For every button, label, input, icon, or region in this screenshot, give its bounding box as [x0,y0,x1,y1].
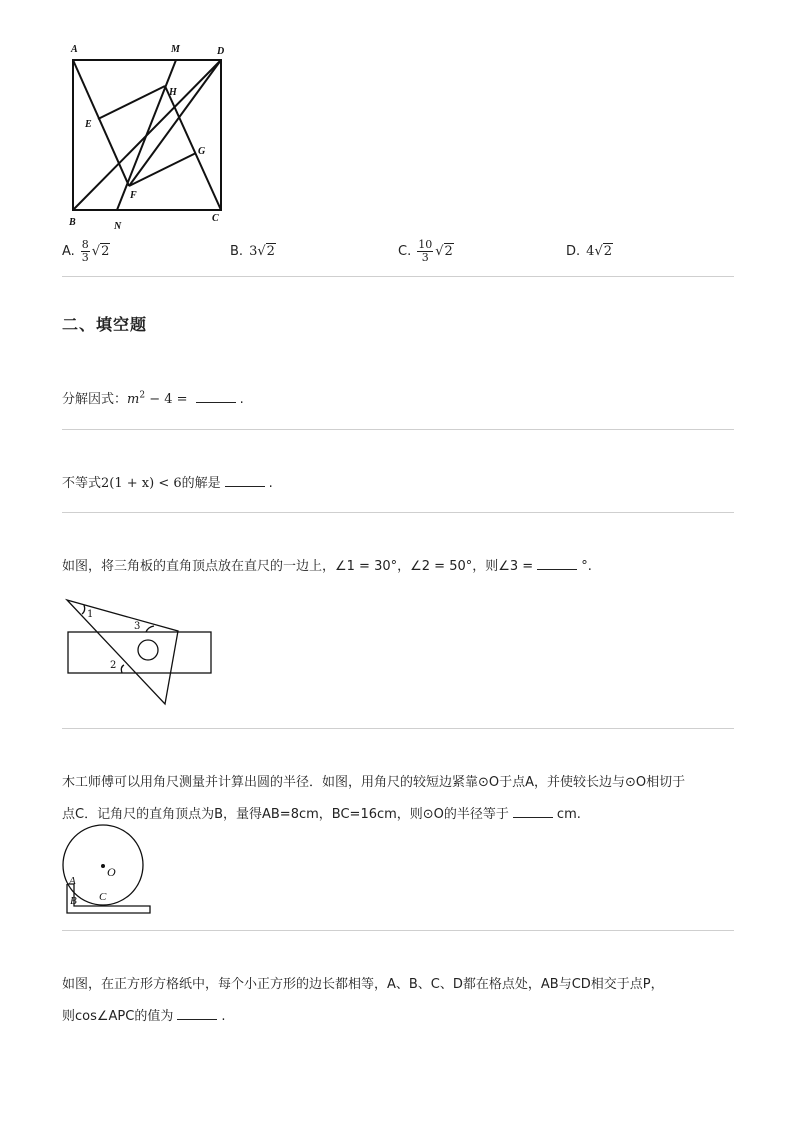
option-a-radicand: 2 [101,243,110,259]
q3-suffix: °. [581,559,592,574]
divider-2 [62,429,734,430]
ruler-hole [138,640,158,660]
option-d-coef: 4 [586,243,595,259]
q5-answer-blank[interactable] [177,1007,217,1020]
q1-prefix: 分解因式： [62,392,128,407]
option-c-radicand: 2 [444,243,453,259]
line-f-g [129,153,196,186]
square-figure [60,40,240,235]
section-title: 二、填空题 [62,315,148,334]
option-c-fraction [417,239,433,264]
angle-label-3: 3 [134,621,141,632]
option-c-sqrt: √2 [435,243,453,259]
question-carpenter-line2 [62,803,581,822]
question-factor [62,388,244,407]
q2-suffix: . [268,476,273,491]
option-b[interactable] [230,238,276,264]
label-b-circle: B [70,895,77,907]
option-a-letter: A. [62,243,75,259]
label-f: F [130,190,137,201]
option-b-letter: B. [230,243,244,259]
angle-label-2: 2 [110,660,117,671]
label-a-circle: A [69,875,76,887]
label-b: B [69,217,76,228]
option-b-radicand: 2 [266,243,275,259]
option-a-numerator: 8 [81,237,89,251]
option-d-letter: D. [566,243,581,259]
label-c: C [212,213,219,224]
option-d-radicand: 2 [603,243,613,259]
label-h: H [169,87,177,98]
option-c[interactable] [398,238,454,264]
question-grid-line1: 如图，在正方形方格纸中，每个小正方形的边长都相等，A、B、C、D都在格点处，AB与CD相交于点P， [62,977,664,992]
option-a-fraction [81,239,90,264]
ruler-rect [68,632,211,673]
q1-rest: − 4 = [145,392,192,407]
q3-text: 如图，将三角板的直角顶点放在直尺的一边上，∠1 = 30°，∠2 = 50°，则∠3 = [62,559,534,574]
label-m: M [171,44,180,55]
option-c-numerator: 10 [418,237,433,251]
label-g: G [198,146,206,157]
q5-line2-prefix: 则cos∠APC的值为 [62,1009,174,1024]
q1-var: m [127,392,140,407]
option-c-letter: C. [398,243,412,259]
divider-5 [62,930,734,931]
angle-arc-3 [146,626,154,632]
q2-prefix: 不等式 [62,476,102,491]
angle-label-1: 1 [87,609,94,620]
option-b-sqrt: √2 [257,243,275,259]
option-a-sqrt: √2 [91,243,110,259]
divider-4 [62,728,734,729]
label-c-circle: C [99,891,107,903]
q5-line2-suffix: . [221,1009,226,1024]
divider-1 [62,276,734,277]
q1-answer-blank[interactable] [196,390,236,403]
question-inequality [62,472,273,491]
option-d[interactable] [566,238,613,264]
option-a[interactable] [62,238,110,264]
question-triangle-ruler [62,555,592,574]
ruler-triangle-figure [62,595,222,710]
option-c-denominator: 3 [421,250,429,264]
q2-expr: 2(1 + x) < 6 [101,476,182,491]
angle-arc-2 [121,665,124,673]
angle-arc-1 [82,605,85,614]
q4-answer-blank[interactable] [513,805,553,818]
divider-3 [62,512,734,513]
q4-line2-suffix: cm. [556,807,581,822]
q3-answer-blank[interactable] [537,557,577,570]
label-o: O [107,865,116,879]
triangle [67,600,178,704]
line-d-c-to-f [129,60,221,186]
label-e: E [85,119,92,130]
circle-square-ruler-figure [58,822,158,917]
q4-line2-prefix: 点C．记角尺的直角顶点为B，量得AB=8cm，BC=16cm，则⊙O的半径等于 [62,807,509,822]
label-n: N [114,221,122,232]
center-dot [101,864,105,868]
q1-exp: 2 [139,390,146,401]
square-ruler [67,884,150,913]
line-a-f [73,60,129,186]
option-d-sqrt: √2 [594,243,613,259]
q2-answer-blank[interactable] [225,474,265,487]
line-h-c [165,86,221,210]
option-a-denominator: 3 [81,250,89,264]
option-b-coef: 3 [249,243,258,259]
label-a: A [71,44,78,55]
q2-mid: 的解是 [181,476,221,491]
q1-suffix: . [239,392,244,407]
question-carpenter-line1: 木工师傅可以用角尺测量并计算出圆的半径．如图，用角尺的较短边紧靠⊙O于点A，并使较长边与⊙O相切于 [62,775,686,790]
line-b-d [73,60,221,210]
question-grid-line2 [62,1005,225,1024]
label-d: D [217,46,225,57]
